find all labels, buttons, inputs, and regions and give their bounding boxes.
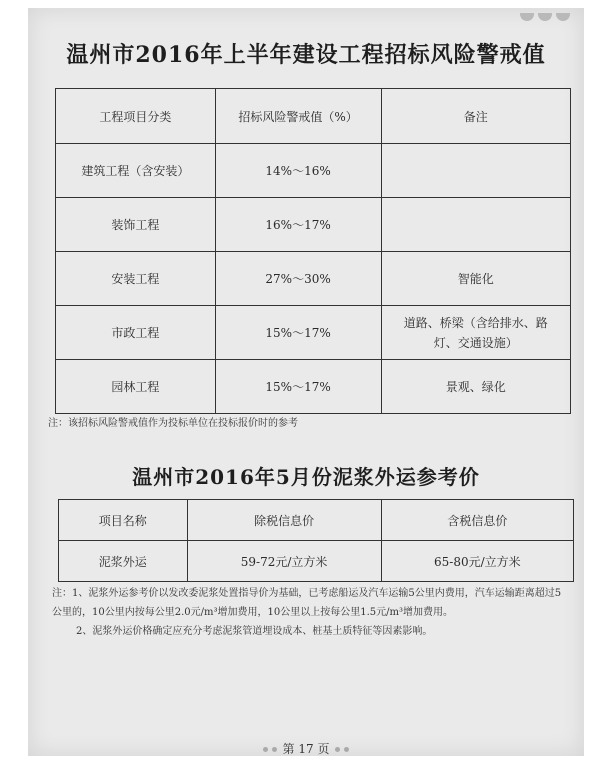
- cell-remark: [381, 198, 571, 252]
- cell-item-name: 泥浆外运: [59, 541, 188, 582]
- note-line-2: 2、泥浆外运价格确定应充分考虑泥浆管道埋设成本、桩基土质特征等因素影响。: [76, 626, 433, 637]
- table-row: [56, 306, 571, 360]
- cell-value: 16%～17%: [215, 198, 381, 252]
- table-row: [56, 198, 571, 252]
- cell-price-incl-tax: 65-80元/立方米: [381, 541, 573, 582]
- cell-remark: [381, 144, 571, 198]
- cell-price-excl-tax: 59-72元/立方米: [187, 541, 381, 582]
- mud-transport-table: [58, 499, 574, 582]
- note-mud-transport: [52, 584, 568, 641]
- table-row: [56, 360, 571, 414]
- header-price-excl-tax: 除税信息价: [187, 500, 381, 541]
- table-row: [56, 252, 571, 306]
- header-warning-value: 招标风险警戒值（%）: [215, 89, 381, 144]
- cell-category: 市政工程: [56, 306, 216, 360]
- header-remark: 备注: [381, 89, 571, 144]
- cell-category: 园林工程: [56, 360, 216, 414]
- table-row: [59, 541, 574, 582]
- binder-holes: [516, 6, 570, 25]
- cell-value: 15%～17%: [215, 306, 381, 360]
- cell-value: 14%～16%: [215, 144, 381, 198]
- table-header-row: [56, 89, 571, 144]
- note-risk-warning: 注：该招标风险警戒值作为投标单位在投标报价时的参考: [48, 418, 298, 429]
- page-number-footer: [28, 740, 584, 757]
- header-price-incl-tax: 含税信息价: [381, 500, 573, 541]
- title-risk-warning: 温州市2016年上半年建设工程招标风险警戒值: [66, 42, 546, 68]
- title-mud-transport: 温州市2016年5月份泥浆外运参考价: [132, 465, 480, 489]
- risk-warning-table: [55, 88, 571, 414]
- cell-value: 27%～30%: [215, 252, 381, 306]
- cell-remark: 景观、绿化: [381, 360, 571, 414]
- document-page: [28, 8, 584, 756]
- note-line-1: 注：1、泥浆外运参考价以发改委泥浆处置指导价为基础，已考虑船运及汽车运输5公里内费用，汽车运输距离超过5公里的，10公里内按每公里2.0元/m³增加费用，10公里以上按每公里1.5元/m³增加费用。: [52, 588, 562, 618]
- cell-remark: 智能化: [381, 252, 571, 306]
- cell-category: 建筑工程（含安装）: [56, 144, 216, 198]
- page-number: 第 17 页: [282, 742, 330, 756]
- table-row: [56, 144, 571, 198]
- header-category: 工程项目分类: [56, 89, 216, 144]
- table-header-row: [59, 500, 574, 541]
- cell-category: 安装工程: [56, 252, 216, 306]
- cell-remark: 道路、桥梁（含给排水、路灯、交通设施）: [381, 306, 571, 360]
- header-item-name: 项目名称: [59, 500, 188, 541]
- cell-category: 装饰工程: [56, 198, 216, 252]
- cell-value: 15%～17%: [215, 360, 381, 414]
